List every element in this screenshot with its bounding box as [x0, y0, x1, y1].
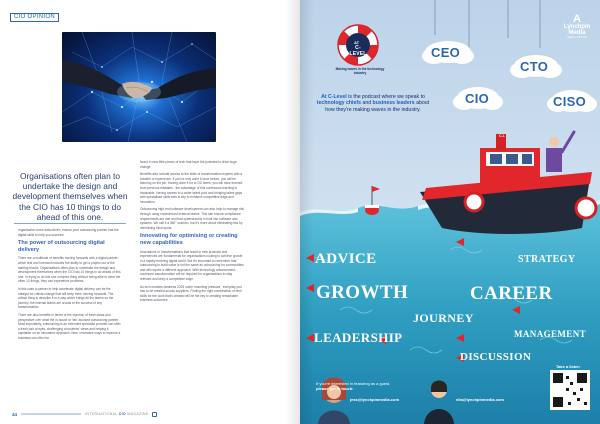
- paragraph: found in new little pieces of tech that have the potential to drive huge change.: [140, 160, 237, 169]
- cloud-label-ciso: CISO: [553, 94, 586, 109]
- cloud-label-ceo: CEO: [431, 45, 461, 60]
- subheading: Innovating for optimising or creating new capabilities: [140, 233, 238, 246]
- brand-sub: MEDIA GROUP: [567, 36, 587, 39]
- footer-rule: [21, 413, 81, 415]
- lifebuoy-prefix: AT: [354, 40, 360, 45]
- paragraph: Outsourcing high-end software development can also help to manage risk through using experienced external teams. This can ensure compliance requirements are met and that cybersecurity is built into software and systems. We call it a 360° solution, but it's more about eliminating risk by minimising blind spots.: [140, 207, 245, 230]
- publication-logo-icon: [152, 412, 157, 417]
- paragraph: There are also benefits in terms of the injection of fresh ideas and perspective over what the in-house or 'fan'-focused outsourcing partner. Most importantly, outsourcing is an extended specialist provider can offer a fresh pair of eyes, challenging a business' views and helping it capitalise on an innovative approach. New, innovative ways to improve a business can often be: [18, 312, 121, 340]
- brand-name: Lynchpin Media: [563, 24, 591, 36]
- word-discussion: DISCUSSION: [460, 351, 532, 363]
- email-link-ella[interactable]: ella@lynchpinmedia.com: [456, 397, 504, 402]
- publication-name: INTERNATIONAL CIO MAGAZINE: [85, 412, 149, 416]
- paragraph: There are a multitude of benefits moving forwards with a digital partner; which first and foremost includes the ability to get a project out of the starting blocks. Organisations often plan to undertake the design and development themselves when the CIO has 10 things to do ahead of this one. In trying to do this one complex thing without being able to clear the other 10 things, they can experience problems.: [18, 256, 121, 284]
- page-fold-shadow: [286, 0, 300, 424]
- paragraph: organisation more data-driven, ensure your outsourcing partner has the digital skills to help you succeed.: [18, 228, 119, 237]
- right-page-advert: [300, 0, 600, 424]
- paragraph: In this case a partner to help accelerate digital delivery can be the catalyst for critical change that will keep them moving forwards. The critical thing is describe it in a way which brings all the teams on the journey; the internal teams are crucial to the success of any transformation.: [18, 286, 114, 310]
- divider: [14, 223, 126, 224]
- word-journey: JOURNEY: [413, 311, 474, 325]
- article-column-1: [18, 228, 122, 343]
- pull-quote: Organisations often plan to undertake the design and development themselves when the CIO has 10 things to do ahead of this one.: [12, 171, 128, 222]
- brand-mark: A: [573, 13, 581, 25]
- qr-code-icon: [550, 370, 590, 410]
- article-column-2: [140, 160, 244, 306]
- lynchpin-media-logo: [559, 14, 595, 39]
- email-link-jess[interactable]: jess@lynchpinmedia.com: [350, 397, 400, 402]
- paragraph: Benefits also include access to the skills of transformation experts with a breadth of experience. If you've only done it once before, you will be learning on the job. Having done it for a CIO times, you will have learned from previous mistakes - the advantage of this continuous learning is invaluable. Having access to a wider talent pool and bringing talent gaps with specialised skills sets is key to enhance competitive edge and innovation.: [140, 172, 243, 204]
- word-management: MANAGEMENT: [514, 329, 586, 339]
- podcast-description: At C-Level is the podcast where we speak to technology chiefs and business leaders about how they're making waves in the industry.: [316, 94, 430, 113]
- lifebuoy-title: C-LEVEL: [349, 45, 367, 57]
- word-leadership: LEADERSHIP: [314, 330, 403, 345]
- page-footer: [12, 411, 157, 417]
- contact-prompt: If you're interested in featuring as a guest, please get in touch:: [316, 381, 391, 392]
- paragraph: As tech enables business 2025 under mounting pressure, 'everyday just has to be created across suppliers. Finding the right combination of tech skills for the work that's created will be the key to creating remarkable business outcomes.: [140, 284, 242, 303]
- word-career: CAREER: [470, 283, 553, 304]
- podcast-illustration: [300, 0, 600, 424]
- cloud-label-cto: CTO: [520, 59, 549, 74]
- section-tag: CIO OPINION: [10, 13, 59, 22]
- boat-plate: C-L: [499, 134, 505, 138]
- qr-label: Take a listen: [556, 364, 580, 369]
- paragraph: Innovations or transformations that result in new products and experiences are fundamental for organisations looking to achieve growth in a rapidly evolving digital world. But it's important to remember that outsourcing to build value is not the same as outsourcing for commodities and will require a different approach. With technology advancement, continued transformation will be required for organisations to stay relevant and keep a competitive edge.: [140, 249, 244, 282]
- word-growth: GROWTH: [316, 282, 409, 303]
- page-number: 44: [12, 411, 18, 417]
- word-advice: ADVICE: [315, 251, 377, 267]
- handshake-photo: [62, 32, 216, 142]
- page-fold-shadow: [300, 0, 314, 424]
- lifebuoy-tagline: Making waves in the technology industry: [335, 67, 385, 75]
- subheading: The power of outsourcing digital delivery: [18, 240, 105, 253]
- word-strategy: STRATEGY: [518, 254, 576, 265]
- cloud-label-cio: CIO: [465, 91, 490, 106]
